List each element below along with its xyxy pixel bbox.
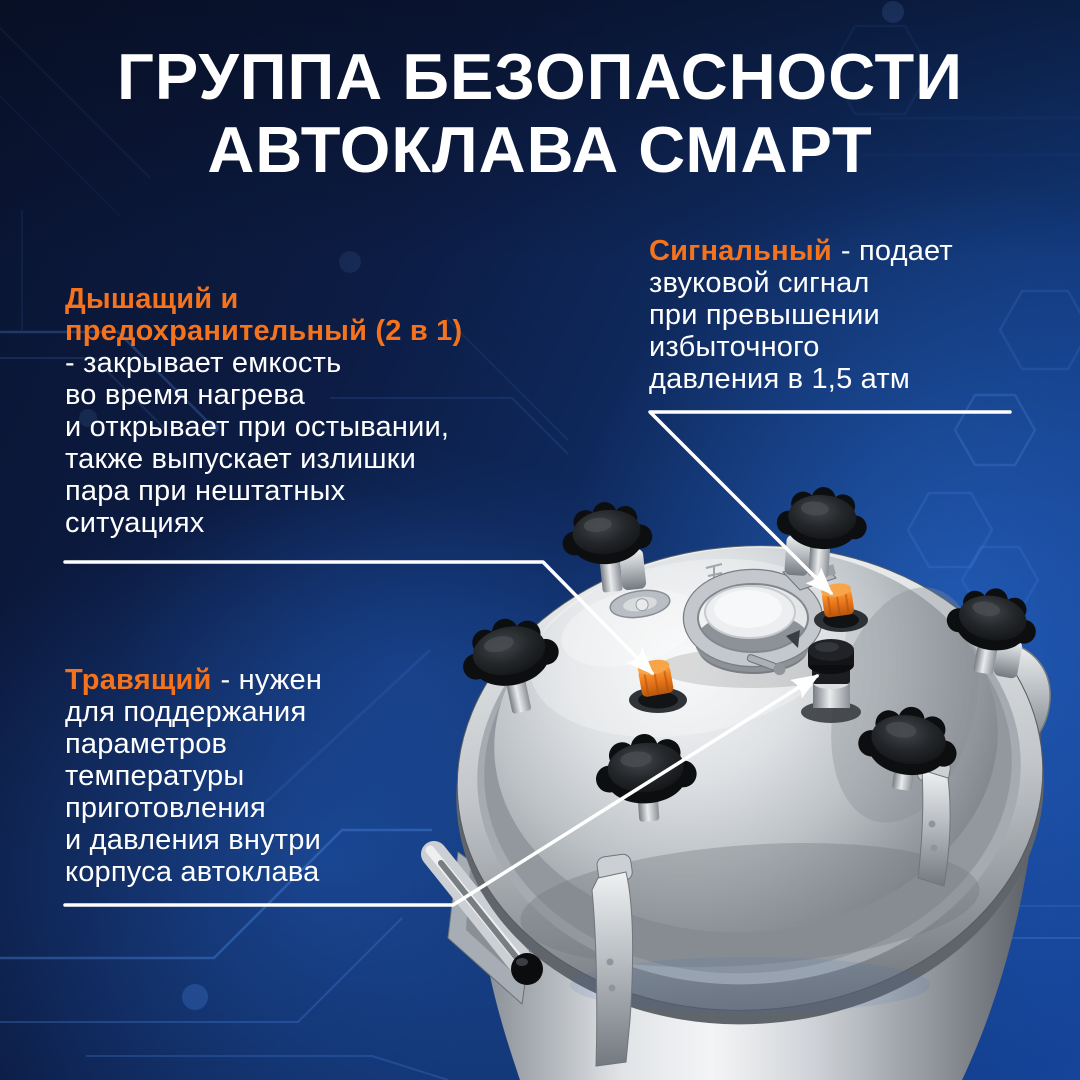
annotation-line: ситуациях — [65, 507, 205, 539]
annotation-breathing-valve — [65, 283, 462, 539]
annotation-heading: Дышащий и — [65, 283, 239, 315]
annotation-line: приготовления — [65, 792, 266, 824]
annotation-line: звуковой сигнал — [649, 267, 870, 299]
annotation-heading: Травящий — [65, 664, 212, 696]
annotation-line: параметров — [65, 728, 228, 760]
annotation-heading-rest: - нужен — [220, 664, 323, 696]
poster-title — [0, 40, 1080, 186]
poster-title-line-1: ГРУППА БЕЗОПАСНОСТИ — [117, 40, 963, 113]
poster-title-line-2: АВТОКЛАВА СМАРТ — [207, 113, 873, 186]
annotation-line: корпуса автоклава — [65, 856, 320, 888]
annotation-line: во время нагрева — [65, 379, 306, 411]
annotation-first-line — [65, 664, 322, 696]
knob — [559, 497, 658, 596]
annotation-heading-rest: - подает — [840, 235, 953, 267]
annotation-line: давления в 1,5 атм — [649, 363, 910, 395]
annotation-line: - закрывает емкость — [65, 347, 342, 379]
annotation-heading: Сигнальный — [649, 235, 832, 267]
annotation-first-line — [649, 235, 953, 267]
lid-clamp-left — [592, 853, 633, 1066]
annotation-signal-valve — [649, 235, 953, 395]
annotation-line: пара при нештатных — [65, 475, 346, 507]
annotation-bleed-valve — [65, 664, 322, 888]
annotation-line: и давления внутри — [65, 824, 322, 856]
annotation-heading: предохранительный (2 в 1) — [65, 315, 463, 347]
handle-end-cap — [511, 953, 543, 985]
annotation-line: при превышении — [649, 299, 880, 331]
annotation-line: избыточного — [649, 331, 820, 363]
annotation-line: также выпускает излишки — [65, 443, 416, 475]
annotation-line: для поддержания — [65, 696, 307, 728]
annotation-line: температуры — [65, 760, 245, 792]
annotation-line: и открывает при остывании, — [65, 411, 450, 443]
